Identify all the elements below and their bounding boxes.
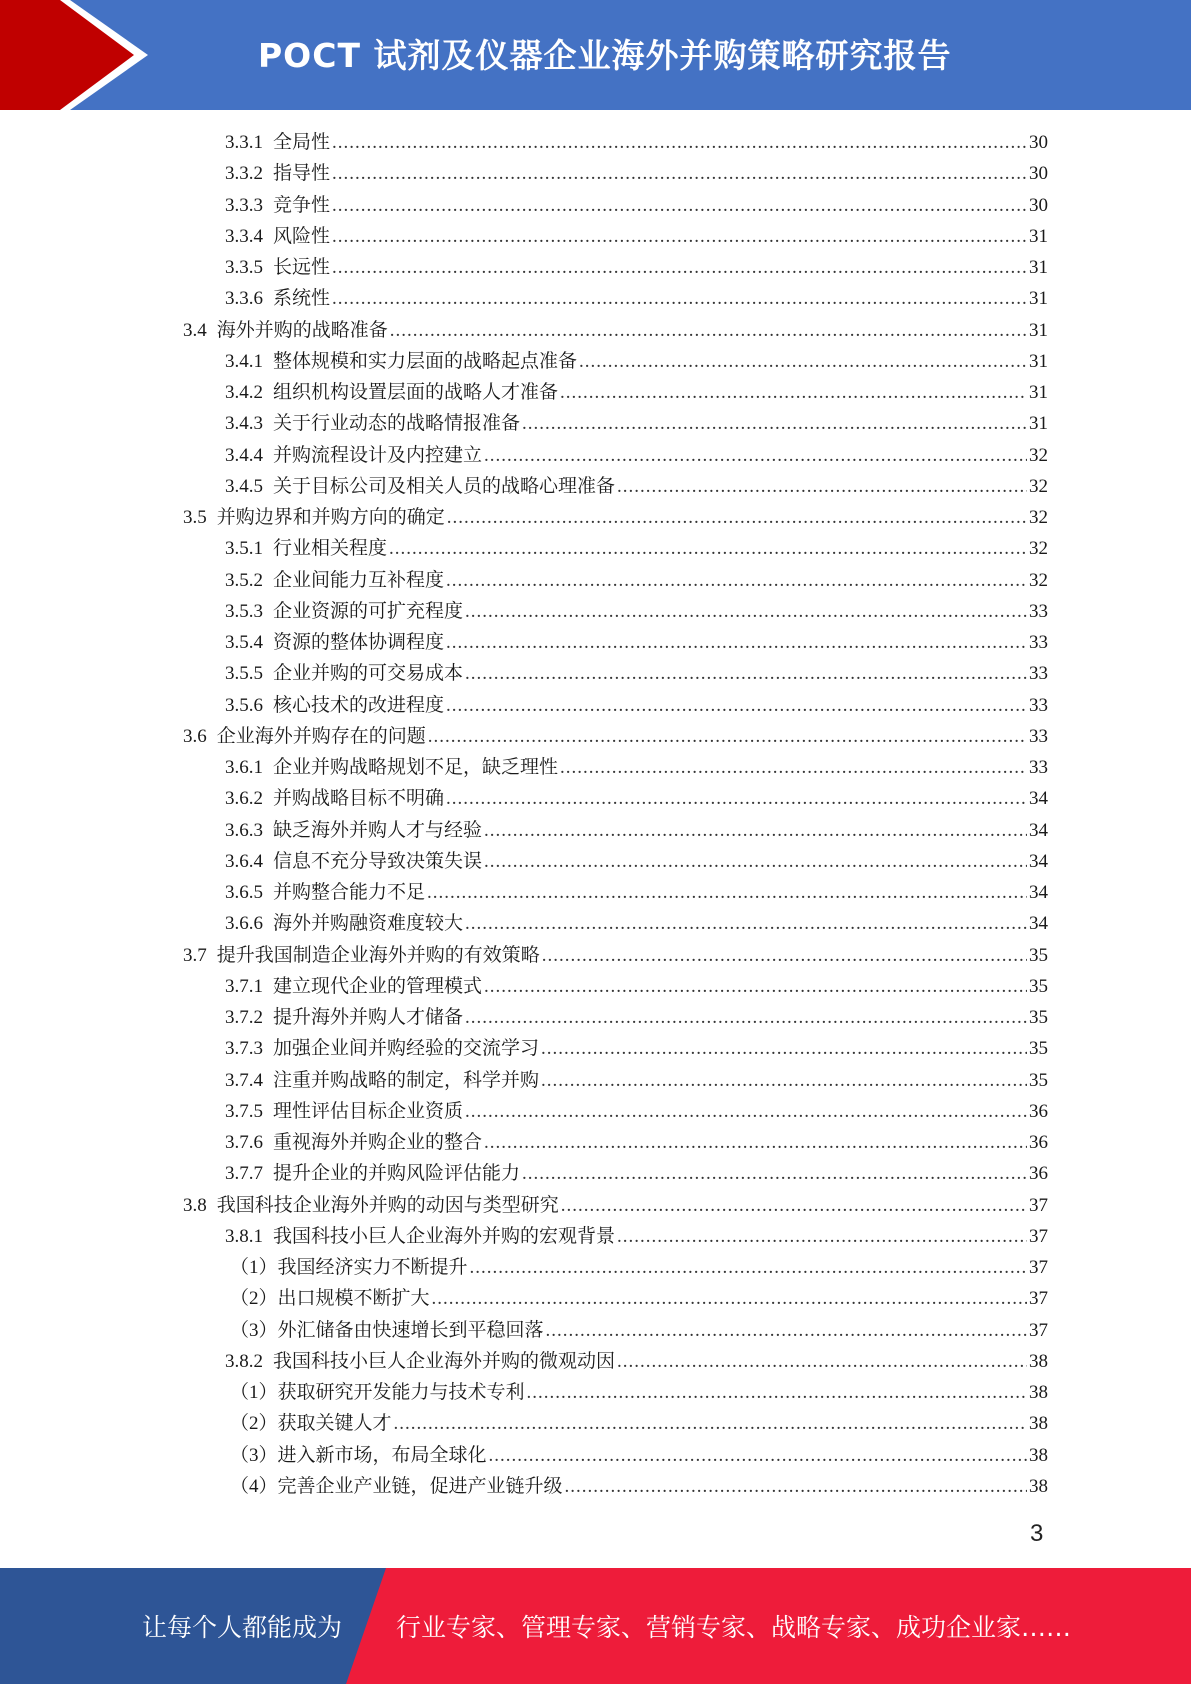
toc-entry-number: 3.5.6	[225, 694, 263, 716]
toc-entry-page: 32	[1029, 538, 1048, 560]
toc-entry-page: 30	[1029, 194, 1048, 216]
toc-dot-leader	[332, 283, 1027, 314]
toc-entry-number: 3.7.6	[225, 1132, 263, 1153]
toc-entry-label: 出口规模不断扩大	[277, 1288, 430, 1310]
toc-dot-leader	[560, 752, 1027, 783]
toc-dot-leader	[541, 1065, 1027, 1096]
toc-entry[interactable]	[230, 1283, 1048, 1314]
toc-dot-leader	[522, 408, 1027, 439]
toc-entry-number: 3.4	[183, 319, 207, 341]
toc-entry-page: 31	[1029, 319, 1048, 341]
toc-entry[interactable]	[230, 1315, 1048, 1346]
toc-entry-label: 获取关键人才	[277, 1413, 392, 1435]
toc-dot-leader	[389, 533, 1027, 564]
toc-entry[interactable]	[225, 252, 1048, 283]
toc-entry[interactable]	[225, 158, 1048, 189]
toc-entry-label: 并购战略目标不明确	[273, 788, 445, 810]
toc-entry-number: 3.8	[183, 1194, 207, 1216]
toc-entry-number: 3.7.7	[225, 1163, 263, 1185]
toc-entry[interactable]	[230, 1377, 1048, 1408]
toc-entry-label: 关于目标公司及相关人员的战略心理准备	[273, 475, 616, 497]
toc-entry[interactable]	[225, 346, 1048, 377]
toc-entry-page: 35	[1029, 1007, 1048, 1028]
report-title: POCT 试剂及仪器企业海外并购策略研究报告	[258, 36, 952, 75]
toc-entry[interactable]	[225, 815, 1048, 846]
toc-entry-page: 34	[1029, 819, 1048, 841]
toc-dot-leader	[484, 846, 1027, 877]
toc-entry-label: 海外并购的战略准备	[216, 319, 388, 341]
toc-entry-label: 外汇储备由快速增长到平稳回落	[277, 1319, 544, 1341]
toc-entry-label: 竞争性	[273, 194, 331, 216]
toc-entry-number: 3.7	[183, 944, 207, 966]
toc-dot-leader	[447, 502, 1027, 533]
toc-dot-leader	[446, 627, 1027, 658]
toc-entry-page: 38	[1029, 1350, 1048, 1372]
toc-dot-leader	[465, 658, 1027, 689]
toc-entry-label: 缺乏海外并购人才与经验	[273, 819, 483, 841]
toc-entry-label: 并购边界和并购方向的确定	[216, 507, 445, 528]
toc-entry-number: 3.6	[183, 725, 207, 747]
toc-entry-page: 36	[1029, 1100, 1048, 1122]
toc-dot-leader	[470, 1252, 1027, 1283]
toc-entry-page: 37	[1029, 1225, 1048, 1247]
toc-entry-label: 资源的整体协调程度	[273, 632, 445, 653]
toc-entry-number: 3.7.3	[225, 1038, 263, 1060]
toc-entry-label: 理性评估目标企业资质	[273, 1100, 464, 1122]
toc-dot-leader	[541, 1033, 1027, 1064]
toc-dot-leader	[546, 1315, 1027, 1346]
toc-entry-page: 31	[1029, 257, 1048, 278]
toc-entry-number: 3.3.6	[225, 288, 263, 310]
page-footer	[0, 1568, 1191, 1684]
toc-entry-number: 3.4.5	[225, 475, 263, 497]
toc-entry[interactable]	[225, 1002, 1048, 1033]
toc-entry-label: 我国科技小巨人企业海外并购的宏观背景	[273, 1225, 616, 1247]
toc-entry-page: 33	[1029, 694, 1048, 716]
toc-entry-number: 3.3.3	[225, 194, 263, 216]
toc-entry-page: 32	[1029, 507, 1048, 528]
toc-entry[interactable]	[225, 877, 1048, 908]
toc-entry-page: 37	[1029, 1319, 1048, 1341]
toc-entry-page: 35	[1029, 975, 1048, 997]
toc-entry-number: 3.7.5	[225, 1100, 263, 1122]
toc-entry-page: 33	[1029, 632, 1048, 653]
toc-entry[interactable]	[225, 1346, 1048, 1377]
toc-entry-number: 3.6.4	[225, 850, 263, 872]
toc-entry-number: 3.5.1	[225, 538, 263, 560]
toc-entry-page: 33	[1029, 600, 1048, 622]
toc-entry-label: 企业海外并购存在的问题	[216, 725, 426, 747]
toc-entry-page: 31	[1029, 350, 1048, 372]
toc-entry-page: 31	[1029, 382, 1048, 403]
toc-entry[interactable]	[230, 1440, 1048, 1471]
toc-entry-number: （1）	[230, 1382, 278, 1403]
toc-entry-page: 34	[1029, 882, 1048, 903]
toc-entry-number: 3.5.4	[225, 632, 263, 653]
toc-dot-leader	[332, 190, 1027, 221]
toc-entry-label: 核心技术的改进程度	[273, 694, 445, 716]
toc-entry-number: 3.8.2	[225, 1350, 263, 1372]
toc-entry-page: 37	[1029, 1288, 1048, 1310]
toc-dot-leader	[617, 1221, 1027, 1252]
toc-dot-leader	[484, 440, 1027, 471]
toc-entry[interactable]	[183, 940, 1048, 971]
toc-entry-label: 提升海外并购人才储备	[273, 1007, 464, 1028]
toc-entry[interactable]	[230, 1252, 1048, 1283]
toc-entry[interactable]	[225, 1033, 1048, 1064]
toc-dot-leader	[390, 315, 1027, 346]
toc-entry[interactable]	[225, 1221, 1048, 1252]
toc-dot-leader	[489, 1440, 1027, 1471]
toc-entry[interactable]	[225, 377, 1048, 408]
toc-entry[interactable]	[183, 1190, 1048, 1221]
toc-entry-label: 企业间能力互补程度	[273, 569, 445, 591]
toc-entry-label: 全局性	[273, 132, 331, 153]
toc-entry-label: 风险性	[273, 225, 331, 247]
toc-entry-page: 33	[1029, 663, 1048, 685]
toc-entry-label: 信息不充分导致决策失误	[273, 850, 483, 872]
toc-dot-leader	[542, 940, 1027, 971]
toc-entry-number: 3.3.4	[225, 225, 263, 247]
toc-entry-page: 32	[1029, 569, 1048, 591]
toc-entry-page: 34	[1029, 788, 1048, 810]
toc-entry-label: 完善企业产业链，促进产业链升级	[277, 1475, 563, 1497]
toc-entry-page: 30	[1029, 132, 1048, 153]
toc-entry-number: 3.3.2	[225, 163, 263, 185]
toc-entry-page: 34	[1029, 913, 1048, 935]
toc-entry-page: 32	[1029, 444, 1048, 466]
toc-entry-number: 3.6.6	[225, 913, 263, 935]
toc-entry-number: （2）	[230, 1413, 278, 1435]
toc-entry[interactable]	[225, 1127, 1048, 1158]
toc-entry[interactable]	[225, 440, 1048, 471]
toc-entry[interactable]	[225, 283, 1048, 314]
toc-entry-number: 3.4.1	[225, 350, 263, 372]
toc-dot-leader	[465, 1096, 1027, 1127]
toc-entry-number: 3.4.2	[225, 382, 263, 403]
toc-dot-leader	[446, 783, 1027, 814]
toc-entry-label: 长远性	[273, 257, 331, 278]
footer-slogan-right: 行业专家、管理专家、营销专家、战略专家、成功企业家……	[396, 1613, 1072, 1642]
toc-entry-page: 36	[1029, 1132, 1048, 1153]
toc-entry-number: 3.5.5	[225, 663, 263, 685]
toc-entry-label: 建立现代企业的管理模式	[273, 975, 483, 997]
toc-entry-label: 整体规模和实力层面的战略起点准备	[273, 350, 578, 372]
toc-entry[interactable]	[225, 127, 1048, 158]
toc-entry-label: 获取研究开发能力与技术专利	[277, 1382, 525, 1403]
toc-entry[interactable]	[225, 1096, 1048, 1127]
toc-entry-page: 38	[1029, 1382, 1048, 1403]
toc-entry-page: 38	[1029, 1444, 1048, 1466]
toc-entry-number: （1）	[230, 1257, 278, 1278]
toc-entry-label: 海外并购融资难度较大	[273, 913, 464, 935]
toc-entry-label: 我国科技企业海外并购的动因与类型研究	[216, 1194, 559, 1216]
toc-entry-page: 34	[1029, 850, 1048, 872]
toc-entry-label: 重视海外并购企业的整合	[273, 1132, 483, 1153]
toc-entry-page: 35	[1029, 944, 1048, 966]
toc-dot-leader	[522, 1158, 1027, 1189]
toc-entry-number: 3.7.4	[225, 1069, 263, 1091]
page-header	[0, 0, 1191, 110]
toc-entry-page: 38	[1029, 1413, 1048, 1435]
toc-entry[interactable]	[225, 971, 1048, 1002]
toc-entry-label: 系统性	[273, 288, 331, 310]
toc-dot-leader	[484, 815, 1027, 846]
toc-dot-leader	[565, 1471, 1027, 1502]
toc-entry-label: 提升企业的并购风险评估能力	[273, 1163, 521, 1185]
toc-dot-leader	[332, 127, 1027, 158]
toc-entry[interactable]	[225, 533, 1048, 564]
toc-entry[interactable]	[225, 596, 1048, 627]
toc-dot-leader	[617, 471, 1027, 502]
toc-entry-label: 企业并购的可交易成本	[273, 663, 464, 685]
toc-entry-number: （3）	[230, 1444, 278, 1466]
toc-entry-label: 注重并购战略的制定，科学并购	[273, 1069, 540, 1091]
toc-entry-number: （3）	[230, 1319, 278, 1341]
toc-dot-leader	[561, 1190, 1027, 1221]
toc-entry[interactable]	[225, 752, 1048, 783]
toc-entry-label: 并购流程设计及内控建立	[273, 444, 483, 466]
toc-entry[interactable]	[225, 1065, 1048, 1096]
toc-entry-page: 36	[1029, 1163, 1048, 1185]
toc-entry-label: 企业资源的可扩充程度	[273, 600, 464, 622]
toc-entry-page: 35	[1029, 1069, 1048, 1091]
toc-entry-page: 37	[1029, 1194, 1048, 1216]
toc-entry[interactable]	[225, 690, 1048, 721]
toc-entry-page: 33	[1029, 757, 1048, 778]
toc-entry[interactable]	[225, 408, 1048, 439]
toc-entry-page: 38	[1029, 1475, 1048, 1497]
toc-entry-number: 3.6.5	[225, 882, 263, 903]
toc-dot-leader	[579, 346, 1027, 377]
toc-entry-page: 37	[1029, 1257, 1048, 1278]
toc-entry-number: 3.4.3	[225, 413, 263, 435]
toc-entry-number: 3.6.3	[225, 819, 263, 841]
toc-entry[interactable]	[225, 783, 1048, 814]
toc-entry-number: 3.5	[183, 507, 207, 528]
toc-dot-leader	[432, 1283, 1027, 1314]
toc-entry-number: 3.6.2	[225, 788, 263, 810]
toc-entry-number: （4）	[230, 1475, 278, 1497]
toc-entry-label: 我国经济实力不断提升	[277, 1257, 468, 1278]
toc-entry-page: 30	[1029, 163, 1048, 185]
toc-entry[interactable]	[183, 721, 1048, 752]
toc-entry[interactable]	[225, 1158, 1048, 1189]
footer-slogan-left: 让每个人都能成为	[142, 1613, 343, 1642]
toc-entry-number: 3.4.4	[225, 444, 263, 466]
toc-dot-leader	[446, 690, 1027, 721]
toc-entry-number: 3.7.2	[225, 1007, 263, 1028]
toc-dot-leader	[332, 221, 1027, 252]
toc-entry-number: 3.3.5	[225, 257, 263, 278]
toc-entry-label: 加强企业间并购经验的交流学习	[273, 1038, 540, 1060]
toc-entry[interactable]	[225, 471, 1048, 502]
toc-entry-page: 35	[1029, 1038, 1048, 1060]
toc-entry-label: 关于行业动态的战略情报准备	[273, 413, 521, 435]
toc-entry-label: 组织机构设置层面的战略人才准备	[273, 382, 559, 403]
toc-dot-leader	[484, 971, 1027, 1002]
toc-entry-page: 32	[1029, 475, 1048, 497]
toc-entry[interactable]	[225, 908, 1048, 939]
toc-entry-number: 3.6.1	[225, 757, 263, 778]
toc-dot-leader	[465, 908, 1027, 939]
toc-entry-number: （2）	[230, 1288, 278, 1310]
toc-entry[interactable]	[183, 502, 1048, 533]
toc-entry-label: 并购整合能力不足	[273, 882, 426, 903]
toc-entry-label: 进入新市场，布局全球化	[277, 1444, 487, 1466]
page-number: 3	[1030, 1520, 1044, 1547]
toc-entry[interactable]	[225, 846, 1048, 877]
toc-dot-leader	[617, 1346, 1027, 1377]
toc-entry[interactable]	[183, 315, 1048, 346]
toc-entry-page: 31	[1029, 413, 1048, 435]
toc-entry-number: 3.5.2	[225, 569, 263, 591]
toc-dot-leader	[427, 877, 1027, 908]
header-arrow-decoration	[0, 0, 160, 110]
toc-entry-page: 31	[1029, 225, 1048, 247]
toc-entry-label: 指导性	[273, 163, 331, 185]
toc-dot-leader	[465, 596, 1027, 627]
toc-dot-leader	[560, 377, 1027, 408]
toc-entry-number: 3.8.1	[225, 1225, 263, 1247]
toc-entry[interactable]	[225, 565, 1048, 596]
toc-entry[interactable]	[225, 627, 1048, 658]
toc-dot-leader	[428, 721, 1027, 752]
toc-entry[interactable]	[225, 658, 1048, 689]
toc-entry-label: 行业相关程度	[273, 538, 388, 560]
toc-dot-leader	[446, 565, 1027, 596]
toc-entry[interactable]	[225, 221, 1048, 252]
toc-entry-number: 3.5.3	[225, 600, 263, 622]
toc-entry-label: 提升我国制造企业海外并购的有效策略	[216, 944, 540, 966]
toc-entry[interactable]	[225, 190, 1048, 221]
toc-entry-number: 3.7.1	[225, 975, 263, 997]
toc-entry-page: 33	[1029, 725, 1048, 747]
toc-entry-label: 我国科技小巨人企业海外并购的微观动因	[273, 1350, 616, 1372]
toc-entry-page: 31	[1029, 288, 1048, 310]
toc-entry[interactable]	[230, 1408, 1048, 1439]
toc-entry-label: 企业并购战略规划不足，缺乏理性	[273, 757, 559, 778]
toc-dot-leader	[527, 1377, 1027, 1408]
toc-dot-leader	[332, 158, 1027, 189]
toc-entry[interactable]	[230, 1471, 1048, 1502]
toc-dot-leader	[484, 1127, 1027, 1158]
toc-entry-number: 3.3.1	[225, 132, 263, 153]
toc-dot-leader	[394, 1408, 1027, 1439]
toc-dot-leader	[332, 252, 1027, 283]
toc-dot-leader	[465, 1002, 1027, 1033]
